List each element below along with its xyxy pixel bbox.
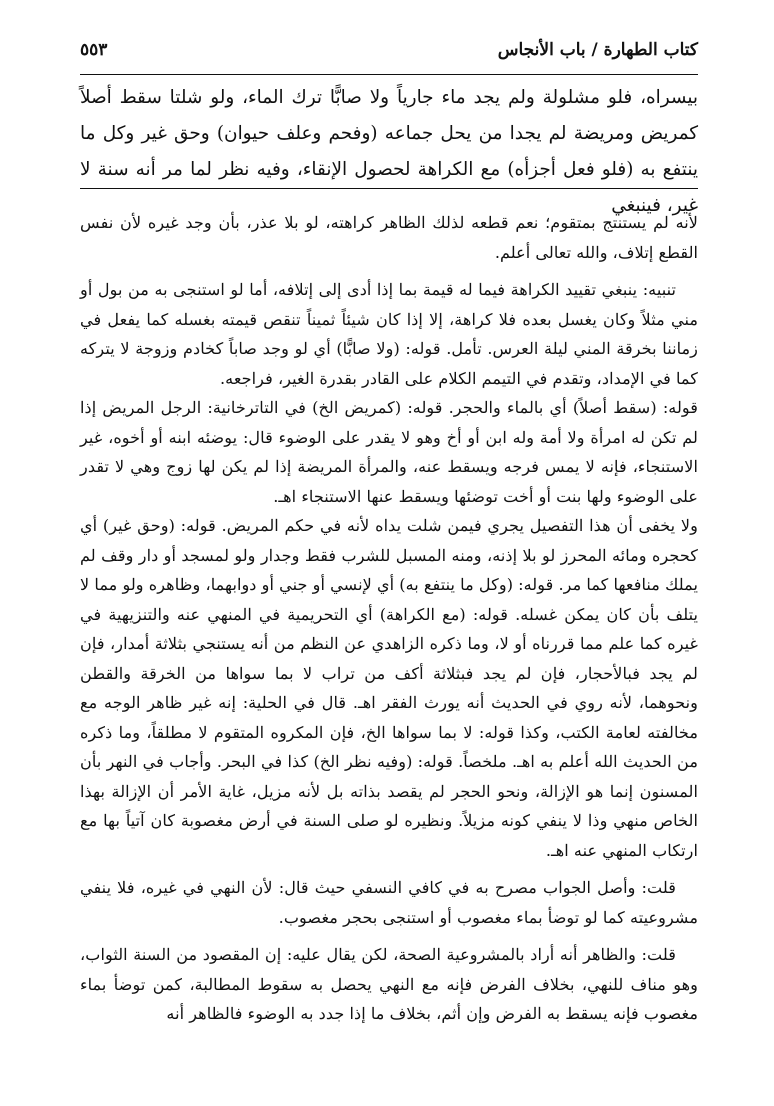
commentary-block: [80, 208, 698, 1029]
commentary-paragraph: تنبيه: ينبغي تقييد الكراهة فيما له قيمة بما إذا أدى إلى إتلافه، أما لو استنجى به من بول أو مني مثلاً وكان يغسل بعده فلا كراهة، إلا إذا كان شيئاً ثميناً تنقص قيمته بغسله كما يفعل في زماننا بخرقة المني ليلة العرس. تأمل. قوله: (ولا صابًّا) أي لو وجد صاباً كخادم وزوجة لا يتركه كما في الإمداد، وتقدم في التيمم الكلام على القادر بقدرة الغير، فراجعه.: [80, 280, 698, 388]
commentary-paragraph: قوله: (سقط أصلاً) أي بالماء والحجر. قوله: (كمريض الخ) في التاترخانية: الرجل المريض إذا لم تكن له امرأة ولا أمة وله ابن أو أخ وهو لا يقدر على الوضوء قال: يوضئه ابنه أو أخوه، غير الاستنجاء، فإنه لا يمس فرجه ويسقط عنه، والمرأة المريضة إذا لم يكن لها زوج وهي لا تقدر على الوضوء ولها بنت أو أخت توضئها ويسقط عنها الاستنجاء اهـ.: [80, 398, 698, 506]
main-text: بيسراه، فلو مشلولة ولم يجد ماء جارياً ولا صابًّا ترك الماء، ولو شلتا سقط أصلاً كمريض ومريضة لم يجدا من يحل جماعه (وفحم وعلف حيوان) وحق غير وكل ما ينتفع به (فلو فعل أجزأه) مع الكراهة لحصول الإنقاء، وفيه نظر لما مر أنه سنة لا غير، فينبغي: [80, 87, 698, 216]
main-text-separator: [80, 188, 698, 189]
page-number: ٥٥٣: [80, 40, 108, 60]
page-header: [80, 36, 698, 72]
commentary-paragraph: لأنه لم يستنتج بمتقوم؛ نعم قطعه لذلك الظاهر كراهته، لو بلا عذر، بأن وجد غيره لأن نفس القطع إتلاف، والله تعالى أعلم.: [80, 213, 698, 262]
running-head: كتاب الطهارة / باب الأنجاس: [497, 40, 698, 60]
commentary-paragraph: قلت: وأصل الجواب مصرح به في كافي النسفي حيث قال: لأن النهي في غيره، فلا ينفي مشروعيته كما لو توضأ بماء مغصوب أو استنجى بحجر مغصوب.: [80, 878, 698, 927]
header-rule: [80, 74, 698, 75]
main-text-block: [80, 80, 698, 224]
commentary-paragraph: قلت: والظاهر أنه أراد بالمشروعية الصحة، لكن يقال عليه: إن المقصود من السنة الثواب، وهو مناف للنهي، بخلاف الفرض فإنه مع النهي يحصل به سقوط المطالبة، كمن توضأ بماء مغصوب فإنه يسقط به الفرض وإن أثم، بخلاف ما إذا جدد به الوضوء فالظاهر أنه: [80, 945, 698, 1023]
commentary-paragraph: ولا يخفى أن هذا التفصيل يجري فيمن شلت يداه لأنه في حكم المريض. قوله: (وحق غير) أي كحجره ومائه المحرز لو بلا إذنه، ومنه المسبل للشرب فقط وجدار ولو لمسجد أو دار وقف لم يملك منافعها كما مر. قوله: (وكل ما ينتفع به) أي لإنسي أو جني أو دوابهما، وظاهره ولو مما لا يتلف بأن كان يمكن غسله. قوله: (مع الكراهة) أي التحريمية في المنهي عنه والتنزيهية في غيره كما علم مما قررناه أو لا، وما ذكره الزاهدي عن النظم من أنه يستنجي بثلاثة أمدار، فإن لم يجد فبالأحجار، فإن لم يجد فبثلاثة أكف من تراب لا بما سواها من الخرقة والقطن ونحوهما، لأنه روي في الحديث أنه يورث الفقر اهـ. قال في الحلية: إنه غير ظاهر الوجه مع مخالفته لعامة الكتب، وكذا قوله: لا بما سواها الخ، فإن المكروه المتقوم لا مطلقاً، وما ذكره من الحديث الله أعلم به اهـ. ملخصاً. قوله: (وفيه نظر الخ) كذا في البحر. وأجاب في النهر بأن المسنون إنما هو الإزالة، ونحو الحجر لم يقصد بذاته بل لأنه مزيل، غاية الأمر أن الإزالة بهذا الخاص منهي وذا لا ينفي كونه مزيلاً. ونظيره لو صلى السنة في أرض مغصوبة كان آتياً بها مع ارتكاب المنهي عنه اهـ.: [80, 516, 698, 860]
